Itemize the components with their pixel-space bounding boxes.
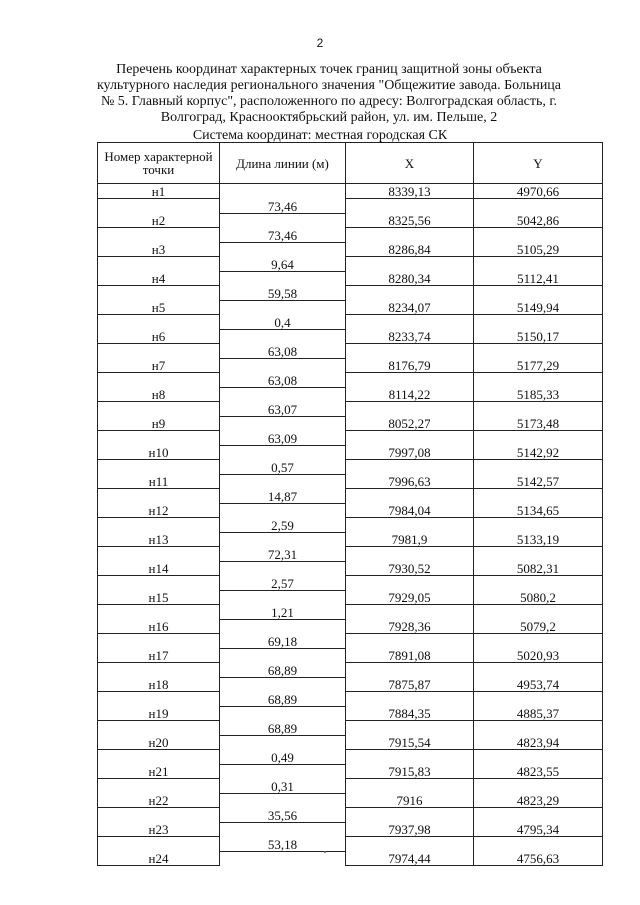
- y-coordinate-cell: 4795,34: [474, 822, 603, 837]
- length-cell-empty: [220, 184, 346, 199]
- point-number-cell-empty: [98, 460, 220, 475]
- y-coordinate-cell: 5134,65: [474, 503, 603, 518]
- line-length-cell: 0,31: [220, 779, 346, 794]
- point-number-cell-empty: [98, 750, 220, 765]
- point-number-cell: н4: [98, 271, 220, 286]
- x-coordinate-cell: 7996,63: [346, 474, 474, 489]
- table-header-row: [98, 143, 603, 184]
- point-number-cell: н9: [98, 416, 220, 431]
- table-row: [98, 779, 603, 794]
- x-coordinate-cell-empty: [346, 257, 474, 272]
- x-coordinate-cell: 8339,13: [346, 184, 474, 199]
- line-length-cell: 35,56: [220, 808, 346, 823]
- y-coordinate-cell: 5177,29: [474, 358, 603, 373]
- line-length-cell: 1,21: [220, 605, 346, 620]
- y-coordinate-cell: 5105,29: [474, 242, 603, 257]
- table-row: [98, 300, 603, 315]
- x-coordinate-cell-empty: [346, 518, 474, 533]
- table-row: [98, 416, 603, 431]
- length-cell-empty: [220, 822, 346, 837]
- line-length-cell: 0,4: [220, 315, 346, 330]
- table-row: [98, 764, 603, 779]
- table-row: [98, 692, 603, 707]
- y-coordinate-cell: 5142,92: [474, 445, 603, 460]
- line-length-cell: 2,59: [220, 518, 346, 533]
- table-row: [98, 793, 603, 808]
- line-length-cell: 63,08: [220, 344, 346, 359]
- point-number-cell: н19: [98, 706, 220, 721]
- point-number-cell: н5: [98, 300, 220, 315]
- point-number-cell-empty: [98, 605, 220, 620]
- x-coordinate-cell-empty: [346, 199, 474, 214]
- y-coordinate-cell-empty: [474, 228, 603, 243]
- table-row: [98, 445, 603, 460]
- length-cell-empty: [220, 242, 346, 257]
- point-number-cell: н3: [98, 242, 220, 257]
- line-length-cell: 73,46: [220, 228, 346, 243]
- x-coordinate-cell-empty: [346, 460, 474, 475]
- point-number-cell: н24: [98, 851, 220, 866]
- length-cell-empty: [220, 590, 346, 605]
- x-coordinate-cell: 7984,04: [346, 503, 474, 518]
- table-row: [98, 619, 603, 634]
- y-coordinate-cell-empty: [474, 576, 603, 591]
- x-coordinate-cell: 8052,27: [346, 416, 474, 431]
- line-length-cell: 63,09: [220, 431, 346, 446]
- x-coordinate-cell: 7997,08: [346, 445, 474, 460]
- header-point-number: Номер характерной точки: [98, 143, 220, 184]
- point-number-cell-empty: [98, 286, 220, 301]
- point-number-cell-empty: [98, 228, 220, 243]
- y-coordinate-cell: 5082,31: [474, 561, 603, 576]
- table-row: [98, 837, 603, 852]
- y-coordinate-cell-empty: [474, 460, 603, 475]
- table-row: [98, 199, 603, 214]
- table-row: [98, 605, 603, 620]
- coordinates-table: [97, 142, 603, 866]
- point-number-cell: н20: [98, 735, 220, 750]
- y-coordinate-cell: 5173,48: [474, 416, 603, 431]
- header-line-length: Длина линии (м): [220, 143, 346, 184]
- x-coordinate-cell: 7915,54: [346, 735, 474, 750]
- table-row: [98, 242, 603, 257]
- length-cell-empty: [220, 619, 346, 634]
- x-coordinate-cell: 8280,34: [346, 271, 474, 286]
- y-coordinate-cell-empty: [474, 315, 603, 330]
- table-row: [98, 721, 603, 736]
- point-number-cell: н15: [98, 590, 220, 605]
- point-number-cell: н12: [98, 503, 220, 518]
- length-cell-empty: [220, 793, 346, 808]
- x-coordinate-cell: 7884,35: [346, 706, 474, 721]
- point-number-cell-empty: [98, 373, 220, 388]
- x-coordinate-cell: 8114,22: [346, 387, 474, 402]
- x-coordinate-cell: 8233,74: [346, 329, 474, 344]
- x-coordinate-cell-empty: [346, 779, 474, 794]
- y-coordinate-cell-empty: [474, 286, 603, 301]
- point-number-cell: н13: [98, 532, 220, 547]
- table-row: [98, 634, 603, 649]
- x-coordinate-cell-empty: [346, 721, 474, 736]
- y-coordinate-cell: 4756,63: [474, 851, 603, 866]
- length-cell-empty: [220, 329, 346, 344]
- line-length-cell: 68,89: [220, 721, 346, 736]
- length-cell-empty: [220, 648, 346, 663]
- y-coordinate-cell-empty: [474, 518, 603, 533]
- y-coordinate-cell: 5042,86: [474, 213, 603, 228]
- table-row: [98, 663, 603, 678]
- y-coordinate-cell: 5149,94: [474, 300, 603, 315]
- point-number-cell-empty: [98, 257, 220, 272]
- document-title: Перечень координат характерных точек границ защитной зоны объекта культурного наследия регионального значения "Общежитие завода. Больница № 5. Главный корпус", расположенного по адресу: Волгоградская область, г. Волгоград, Краснооктябрьский район, ул. им. Пельше, 2: [96, 62, 562, 125]
- x-coordinate-cell: 7937,98: [346, 822, 474, 837]
- x-coordinate-cell-empty: [346, 692, 474, 707]
- y-coordinate-cell-empty: [474, 750, 603, 765]
- table-row: [98, 735, 603, 750]
- x-coordinate-cell-empty: [346, 663, 474, 678]
- table-row: [98, 286, 603, 301]
- length-cell-empty: [220, 706, 346, 721]
- y-coordinate-cell-empty: [474, 663, 603, 678]
- line-length-cell: 2,57: [220, 576, 346, 591]
- x-coordinate-cell: 8176,79: [346, 358, 474, 373]
- line-length-cell: 68,89: [220, 663, 346, 678]
- header-y: Y: [474, 143, 603, 184]
- line-length-cell: 69,18: [220, 634, 346, 649]
- y-coordinate-cell: 5112,41: [474, 271, 603, 286]
- point-number-cell-empty: [98, 518, 220, 533]
- point-number-cell: н23: [98, 822, 220, 837]
- x-coordinate-cell: 7930,52: [346, 561, 474, 576]
- table-row: [98, 315, 603, 330]
- x-coordinate-cell-empty: [346, 373, 474, 388]
- x-coordinate-cell: 7928,36: [346, 619, 474, 634]
- line-length-cell: 63,07: [220, 402, 346, 417]
- x-coordinate-cell: 7915,83: [346, 764, 474, 779]
- table-row: [98, 648, 603, 663]
- length-cell-empty: [220, 503, 346, 518]
- y-coordinate-cell-empty: [474, 692, 603, 707]
- x-coordinate-cell-empty: [346, 837, 474, 852]
- point-number-cell-empty: [98, 489, 220, 504]
- y-coordinate-cell: 5080,2: [474, 590, 603, 605]
- line-length-cell: 0,57: [220, 460, 346, 475]
- point-number-cell-empty: [98, 344, 220, 359]
- table-row: [98, 358, 603, 373]
- y-coordinate-cell-empty: [474, 199, 603, 214]
- table-row: [98, 590, 603, 605]
- y-coordinate-cell: 4885,37: [474, 706, 603, 721]
- point-number-cell-empty: [98, 199, 220, 214]
- y-coordinate-cell-empty: [474, 779, 603, 794]
- line-length-cell: 53,18: [220, 837, 346, 852]
- length-cell-empty: [220, 474, 346, 489]
- page-number: 2: [316, 36, 324, 50]
- point-number-cell-empty: [98, 837, 220, 852]
- point-number-cell: н17: [98, 648, 220, 663]
- x-coordinate-cell: 7974,44: [346, 851, 474, 866]
- table-row: [98, 503, 603, 518]
- length-cell-empty: [220, 213, 346, 228]
- point-number-cell: н7: [98, 358, 220, 373]
- length-cell-empty: [220, 561, 346, 576]
- table-row: [98, 431, 603, 446]
- x-coordinate-cell-empty: [346, 576, 474, 591]
- table-row: [98, 213, 603, 228]
- x-coordinate-cell: 7981,9: [346, 532, 474, 547]
- point-number-cell: н22: [98, 793, 220, 808]
- point-number-cell-empty: [98, 547, 220, 562]
- table-row: [98, 851, 603, 866]
- header-x: X: [346, 143, 474, 184]
- x-coordinate-cell: 7875,87: [346, 677, 474, 692]
- point-number-cell-empty: [98, 808, 220, 823]
- x-coordinate-cell-empty: [346, 286, 474, 301]
- x-coordinate-cell-empty: [346, 547, 474, 562]
- table-row: [98, 677, 603, 692]
- point-number-cell-empty: [98, 402, 220, 417]
- table-row: [98, 474, 603, 489]
- table-row: [98, 532, 603, 547]
- length-cell-empty: [220, 677, 346, 692]
- point-number-cell-empty: [98, 634, 220, 649]
- length-cell-empty: [220, 358, 346, 373]
- x-coordinate-cell: 7891,08: [346, 648, 474, 663]
- y-coordinate-cell-empty: [474, 257, 603, 272]
- length-cell-empty: [220, 764, 346, 779]
- y-coordinate-cell-empty: [474, 547, 603, 562]
- table-row: [98, 271, 603, 286]
- x-coordinate-cell-empty: [346, 634, 474, 649]
- table-row: [98, 706, 603, 721]
- point-number-cell-empty: [98, 721, 220, 736]
- point-number-cell-empty: [98, 576, 220, 591]
- y-coordinate-cell-empty: [474, 605, 603, 620]
- y-coordinate-cell: 5020,93: [474, 648, 603, 663]
- y-coordinate-cell: 4953,74: [474, 677, 603, 692]
- table-row: [98, 228, 603, 243]
- x-coordinate-cell: 7916: [346, 793, 474, 808]
- x-coordinate-cell: 7929,05: [346, 590, 474, 605]
- y-coordinate-cell-empty: [474, 373, 603, 388]
- length-cell-empty: [220, 445, 346, 460]
- x-coordinate-cell-empty: [346, 344, 474, 359]
- point-number-cell: н11: [98, 474, 220, 489]
- x-coordinate-cell-empty: [346, 489, 474, 504]
- table-row: [98, 561, 603, 576]
- point-number-cell: н8: [98, 387, 220, 402]
- line-length-cell: 0,49: [220, 750, 346, 765]
- table-row: [98, 344, 603, 359]
- line-length-cell: 72,31: [220, 547, 346, 562]
- point-number-cell: н16: [98, 619, 220, 634]
- y-coordinate-cell: 4823,29: [474, 793, 603, 808]
- length-cell-empty: [220, 735, 346, 750]
- y-coordinate-cell-empty: [474, 634, 603, 649]
- x-coordinate-cell-empty: [346, 228, 474, 243]
- y-coordinate-cell-empty: [474, 402, 603, 417]
- point-number-cell-empty: [98, 315, 220, 330]
- coordinates-table-body: [98, 184, 603, 866]
- y-coordinate-cell-empty: [474, 721, 603, 736]
- coordinate-system-caption: Система координат: местная городская СК: [192, 128, 448, 143]
- x-coordinate-cell: 8286,84: [346, 242, 474, 257]
- point-number-cell: н6: [98, 329, 220, 344]
- x-coordinate-cell: 8234,07: [346, 300, 474, 315]
- table-row: [98, 808, 603, 823]
- table-row: [98, 576, 603, 591]
- scan-speck: [324, 851, 326, 853]
- table-row: [98, 402, 603, 417]
- table-row: [98, 547, 603, 562]
- x-coordinate-cell-empty: [346, 402, 474, 417]
- y-coordinate-cell: 4970,66: [474, 184, 603, 199]
- x-coordinate-cell-empty: [346, 750, 474, 765]
- length-cell-empty: [220, 271, 346, 286]
- x-coordinate-cell-empty: [346, 315, 474, 330]
- table-row: [98, 184, 603, 199]
- line-length-cell: 73,46: [220, 199, 346, 214]
- x-coordinate-cell-empty: [346, 808, 474, 823]
- point-number-cell: н10: [98, 445, 220, 460]
- point-number-cell-empty: [98, 431, 220, 446]
- table-row: [98, 750, 603, 765]
- y-coordinate-cell: 4823,55: [474, 764, 603, 779]
- length-cell-empty: [220, 532, 346, 547]
- point-number-cell-empty: [98, 663, 220, 678]
- point-number-cell: н21: [98, 764, 220, 779]
- point-number-cell-empty: [98, 779, 220, 794]
- length-cell-empty: [220, 416, 346, 431]
- y-coordinate-cell-empty: [474, 431, 603, 446]
- line-length-cell: 9,64: [220, 257, 346, 272]
- x-coordinate-cell-empty: [346, 431, 474, 446]
- y-coordinate-cell-empty: [474, 344, 603, 359]
- y-coordinate-cell-empty: [474, 837, 603, 852]
- y-coordinate-cell: 5133,19: [474, 532, 603, 547]
- y-coordinate-cell: 5079,2: [474, 619, 603, 634]
- y-coordinate-cell: 5142,57: [474, 474, 603, 489]
- y-coordinate-cell-empty: [474, 489, 603, 504]
- table-row: [98, 373, 603, 388]
- length-cell-empty: [220, 851, 346, 866]
- table-row: [98, 489, 603, 504]
- point-number-cell: н18: [98, 677, 220, 692]
- x-coordinate-cell: 8325,56: [346, 213, 474, 228]
- point-number-cell: н2: [98, 213, 220, 228]
- y-coordinate-cell: 5150,17: [474, 329, 603, 344]
- table-row: [98, 257, 603, 272]
- line-length-cell: 59,58: [220, 286, 346, 301]
- line-length-cell: 63,08: [220, 373, 346, 388]
- y-coordinate-cell-empty: [474, 808, 603, 823]
- y-coordinate-cell: 4823,94: [474, 735, 603, 750]
- table-row: [98, 387, 603, 402]
- point-number-cell-empty: [98, 692, 220, 707]
- point-number-cell: н1: [98, 184, 220, 199]
- table-row: [98, 460, 603, 475]
- y-coordinate-cell: 5185,33: [474, 387, 603, 402]
- x-coordinate-cell-empty: [346, 605, 474, 620]
- line-length-cell: 68,89: [220, 692, 346, 707]
- line-length-cell: 14,87: [220, 489, 346, 504]
- length-cell-empty: [220, 387, 346, 402]
- table-row: [98, 518, 603, 533]
- length-cell-empty: [220, 300, 346, 315]
- table-row: [98, 822, 603, 837]
- point-number-cell: н14: [98, 561, 220, 576]
- table-row: [98, 329, 603, 344]
